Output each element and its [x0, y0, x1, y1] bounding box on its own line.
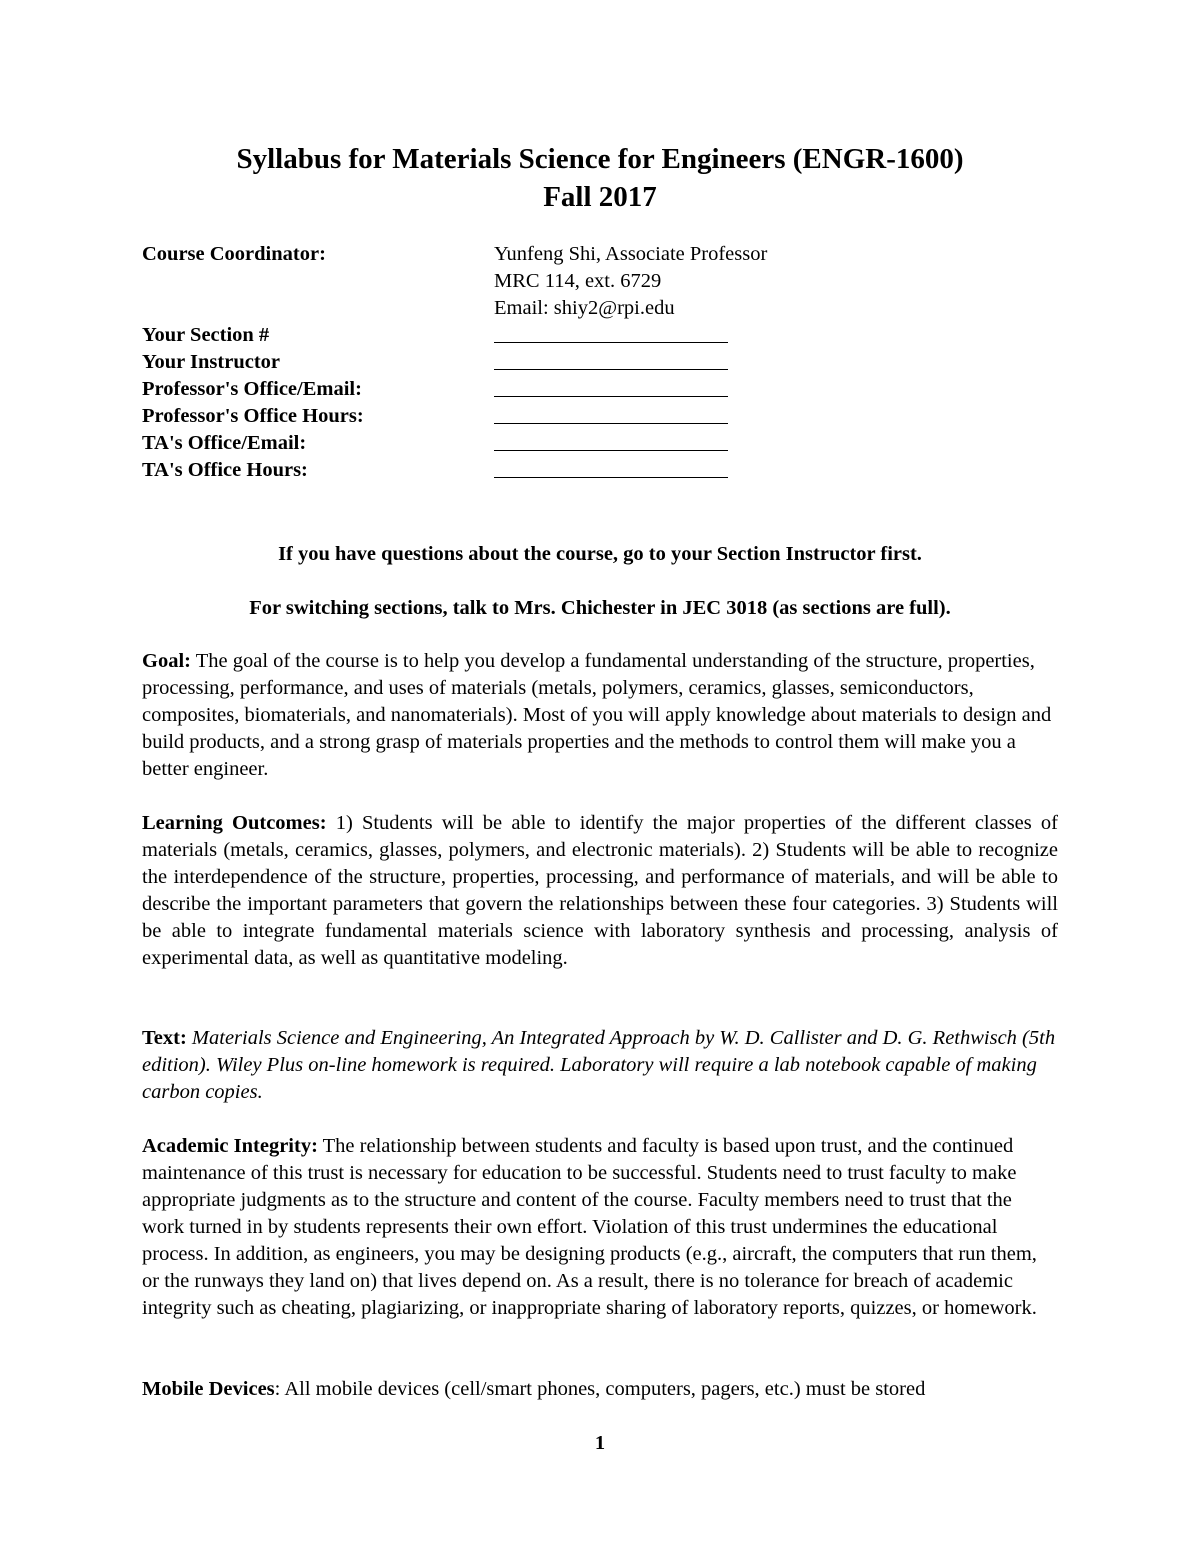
field-row-instructor	[142, 349, 1062, 376]
fill-in-blank	[494, 322, 728, 343]
field-row-professor-hours	[142, 403, 1062, 430]
coordinator-email-row	[142, 295, 1062, 322]
switching-notice: For switching sections, talk to Mrs. Chichester in JEC 3018 (as sections are full).	[249, 597, 951, 619]
fill-in-blank	[494, 457, 728, 478]
learning-outcomes-text: 1) Students will be able to identify the major properties of the different classes of materials (metals, ceramics, glasses, polymers, and electronic materials). 2) Students will be able to recognize the interdependence of the structure, properties, processing, and performance of materials, and will be able to describe the important parameters that govern the relationships between these four categories. 3) Students will be able to integrate fundamental materials science with laboratory synthesis and processing, analysis of experimental data, as well as quantitative modeling.	[142, 812, 1058, 969]
fill-in-blank	[494, 430, 728, 451]
title-line-2: Fall 2017	[543, 181, 657, 213]
text-paragraph	[142, 1025, 1058, 1106]
field-label: Your Instructor	[142, 351, 280, 373]
coordinator-email: Email: shiy2@rpi.edu	[494, 297, 675, 319]
page-number: 1	[594, 1432, 606, 1454]
field-label: TA's Office Hours:	[142, 459, 308, 481]
text-heading: Text:	[142, 1027, 187, 1049]
coordinator-row	[142, 241, 1062, 268]
text-body: Materials Science and Engineering, An Integrated Approach by W. D. Callister and D. G. Rethwisch (5th edition). Wiley Plus on-line homework is required. Laboratory will require a lab notebook capable of making carbon copies.	[142, 1027, 1056, 1103]
fill-in-blank	[494, 349, 728, 370]
academic-integrity-text: The relationship between students and faculty is based upon trust, and the continued maintenance of this trust is necessary for education to be successful. Students need to trust faculty to make appropriate judgments as to the structure and content of the course. Faculty members need to trust that the work turned in by students represents their own effort. Violation of this trust undermines the educational process. In addition, as engineers, you may be designing products (e.g., aircraft, the computers that run them, or the runways they land on) that lives depend on. As a result, there is no tolerance for breach of academic integrity such as cheating, plagiarizing, or inappropriate sharing of laboratory reports, quizzes, or homework.	[142, 1135, 1037, 1319]
mobile-devices-paragraph	[142, 1376, 1058, 1403]
field-label: Your Section #	[142, 324, 270, 346]
field-row-ta-office	[142, 430, 1062, 457]
field-label: TA's Office/Email:	[142, 432, 307, 454]
questions-notice: If you have questions about the course, go to your Section Instructor first.	[278, 543, 922, 565]
field-row-ta-hours	[142, 457, 1062, 484]
field-row-professor-office	[142, 376, 1062, 403]
field-label: Professor's Office/Email:	[142, 378, 362, 400]
goal-heading: Goal:	[142, 650, 191, 672]
mobile-devices-heading: Mobile Devices	[142, 1378, 275, 1400]
academic-integrity-paragraph	[142, 1133, 1058, 1322]
goal-paragraph	[142, 648, 1058, 783]
coordinator-office: MRC 114, ext. 6729	[494, 270, 662, 292]
mobile-devices-text: : All mobile devices (cell/smart phones, computers, pagers, etc.) must be stored	[274, 1378, 926, 1400]
field-row-section	[142, 322, 1062, 349]
fill-in-blank	[494, 376, 728, 397]
learning-outcomes-heading: Learning Outcomes:	[142, 812, 327, 834]
document-title	[0, 140, 1200, 216]
course-info-table	[142, 241, 1062, 484]
coordinator-name: Yunfeng Shi, Associate Professor	[494, 243, 768, 265]
coordinator-office-row	[142, 268, 1062, 295]
academic-integrity-heading: Academic Integrity:	[142, 1135, 318, 1157]
learning-outcomes-paragraph	[142, 810, 1058, 972]
goal-text: The goal of the course is to help you develop a fundamental understanding of the structure, properties, processing, performance, and uses of materials (metals, polymers, ceramics, glasses, semiconductors, composites, biomaterials, and nanomaterials). Most of you will apply knowledge about materials to design and build products, and a strong grasp of materials properties and the methods to control them will make you a better engineer.	[142, 650, 1052, 780]
fill-in-blank	[494, 403, 728, 424]
field-label: Professor's Office Hours:	[142, 405, 364, 427]
title-line-1: Syllabus for Materials Science for Engineers (ENGR-1600)	[236, 143, 964, 175]
coordinator-label: Course Coordinator:	[142, 243, 326, 265]
